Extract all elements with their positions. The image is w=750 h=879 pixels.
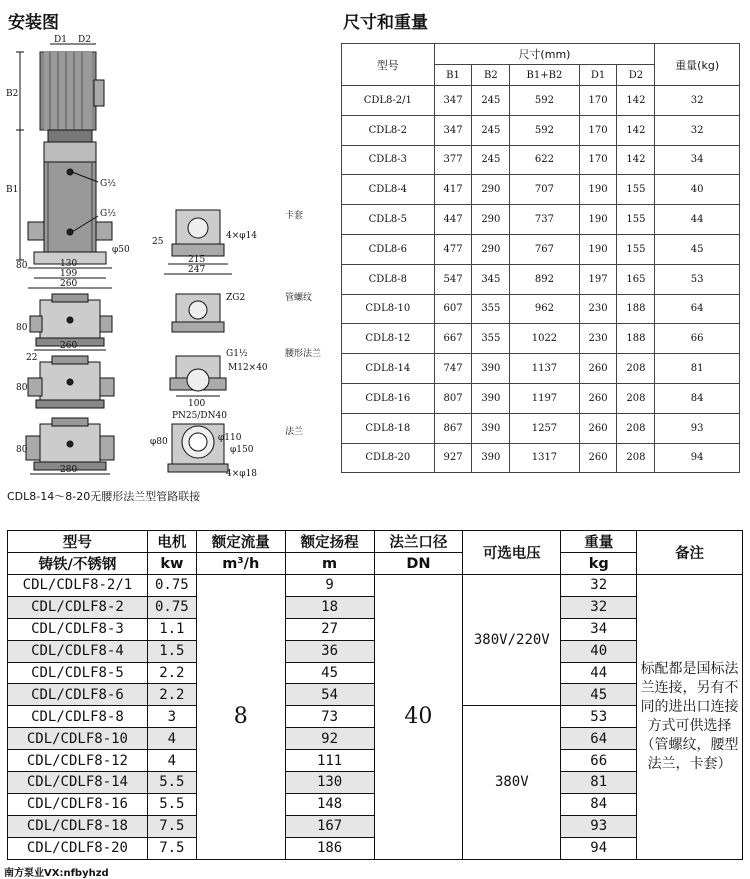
label-4phi18: 4×φ18 xyxy=(226,469,258,479)
dim-header-d2: D2 xyxy=(617,65,655,86)
spec-model-cell: CDL/CDLF8-16 xyxy=(8,793,148,815)
dim-header-d1: D1 xyxy=(579,65,617,86)
spec-header-motor-unit: kw xyxy=(147,553,196,575)
spec-motor-cell: 7.5 xyxy=(147,815,196,837)
spec-header-weight: 重量 xyxy=(561,531,637,553)
dim-table-cell: 355 xyxy=(472,324,510,354)
spec-weight-cell: 94 xyxy=(561,837,637,859)
spec-head-cell: 27 xyxy=(285,618,374,640)
spec-voltage-cell: 380V xyxy=(463,706,561,859)
dim-header-b2: B2 xyxy=(472,65,510,86)
dim-table-cell: 892 xyxy=(510,264,579,294)
spec-header-flange: 法兰口径 xyxy=(374,531,463,553)
dim-table-cell: 208 xyxy=(617,413,655,443)
dim-table-cell: 142 xyxy=(617,115,655,145)
spec-motor-cell: 4 xyxy=(147,728,196,750)
label-dim-25: 25 xyxy=(152,237,164,247)
spec-model-cell: CDL/CDLF8-4 xyxy=(8,640,148,662)
dim-table-row xyxy=(342,383,740,413)
label-dim-100: 100 xyxy=(188,399,206,409)
label-pn: PN25/DN40 xyxy=(172,411,227,421)
installation-drawing xyxy=(0,32,335,482)
spec-weight-cell: 45 xyxy=(561,684,637,706)
dim-table-cell: 607 xyxy=(434,294,472,324)
dimensions-table xyxy=(341,43,740,473)
spec-model-cell: CDL/CDLF8-14 xyxy=(8,772,148,794)
spec-motor-cell: 7.5 xyxy=(147,837,196,859)
dim-table-cell: 260 xyxy=(579,354,617,384)
spec-head-cell: 9 xyxy=(285,575,374,597)
dim-table-row xyxy=(342,115,740,145)
label-g-waist: G1½ xyxy=(226,349,248,359)
dim-table-cell: 230 xyxy=(579,294,617,324)
spec-head-cell: 18 xyxy=(285,596,374,618)
label-g-mid: G½ xyxy=(100,209,116,219)
dim-table-cell: 867 xyxy=(434,413,472,443)
dim-header-b1b2: B1+B2 xyxy=(510,65,579,86)
spec-motor-cell: 0.75 xyxy=(147,596,196,618)
dim-table-cell: 190 xyxy=(579,175,617,205)
spec-note-cell: 标配都是国标法兰连接，另有不同的进出口连接方式可供选择（管螺纹，腰型法兰，卡套） xyxy=(637,575,743,860)
dim-table-cell: 355 xyxy=(472,294,510,324)
dim-table-row xyxy=(342,205,740,235)
dim-table-cell: 737 xyxy=(510,205,579,235)
dim-table-row xyxy=(342,443,740,473)
spec-motor-cell: 3 xyxy=(147,706,196,728)
dim-header-b1: B1 xyxy=(434,65,472,86)
spec-weight-cell: 44 xyxy=(561,662,637,684)
spec-header-flow: 额定流量 xyxy=(196,531,285,553)
dim-table-cell: 93 xyxy=(655,413,740,443)
label-dim-130: 130 xyxy=(60,259,78,269)
dim-table-cell: 547 xyxy=(434,264,472,294)
dim-table-cell: 188 xyxy=(617,294,655,324)
dim-table-cell: 245 xyxy=(472,115,510,145)
dim-table-cell: 592 xyxy=(510,115,579,145)
dim-table-cell: CDL8-2/1 xyxy=(342,86,435,116)
spec-model-cell: CDL/CDLF8-6 xyxy=(8,684,148,706)
dim-table-cell: 260 xyxy=(579,383,617,413)
dim-table-cell: 94 xyxy=(655,443,740,473)
spec-motor-cell: 2.2 xyxy=(147,684,196,706)
dim-table-cell: CDL8-6 xyxy=(342,234,435,264)
label-4phi14: 4×φ14 xyxy=(226,231,258,241)
label-pipe-thread: 管螺纹 xyxy=(285,293,313,303)
dim-table-cell: 447 xyxy=(434,205,472,235)
dim-table-cell: 347 xyxy=(434,115,472,145)
dim-header-weight: 重量(kg) xyxy=(655,44,740,86)
spec-motor-cell: 2.2 xyxy=(147,662,196,684)
label-flange: 法兰 xyxy=(285,427,304,437)
spec-model-cell: CDL/CDLF8-3 xyxy=(8,618,148,640)
dim-table-cell: 1257 xyxy=(510,413,579,443)
dim-header-model: 型号 xyxy=(342,44,435,86)
label-phi110: φ110 xyxy=(218,433,242,443)
label-zg2: ZG2 xyxy=(226,293,246,303)
dim-table-cell: 170 xyxy=(579,86,617,116)
dim-table-cell: CDL8-2 xyxy=(342,115,435,145)
dim-table-cell: 230 xyxy=(579,324,617,354)
dim-table-cell: CDL8-8 xyxy=(342,264,435,294)
spec-motor-cell: 1.1 xyxy=(147,618,196,640)
spec-model-cell: CDL/CDLF8-8 xyxy=(8,706,148,728)
label-dim-80a: 80 xyxy=(16,261,28,271)
spec-weight-cell: 53 xyxy=(561,706,637,728)
dim-table-row xyxy=(342,354,740,384)
dim-table-cell: 170 xyxy=(579,115,617,145)
dim-table-cell: 190 xyxy=(579,234,617,264)
dim-table-cell: 927 xyxy=(434,443,472,473)
spec-model-cell: CDL/CDLF8-12 xyxy=(8,750,148,772)
dim-table-cell: 155 xyxy=(617,175,655,205)
dim-table-cell: CDL8-3 xyxy=(342,145,435,175)
spec-model-cell: CDL/CDLF8-5 xyxy=(8,662,148,684)
dim-table-cell: 260 xyxy=(579,443,617,473)
dim-table-cell: 245 xyxy=(472,145,510,175)
spec-header-weight-unit: kg xyxy=(561,553,637,575)
spec-head-cell: 111 xyxy=(285,750,374,772)
spec-voltage-cell: 380V/220V xyxy=(463,575,561,706)
dim-table-cell: 188 xyxy=(617,324,655,354)
label-d1: D1 xyxy=(54,35,67,45)
spec-model-cell: CDL/CDLF8-10 xyxy=(8,728,148,750)
spec-table xyxy=(7,530,743,860)
spec-head-cell: 92 xyxy=(285,728,374,750)
dim-table-cell: 347 xyxy=(434,86,472,116)
dim-header-size: 尺寸(mm) xyxy=(434,44,655,65)
spec-weight-cell: 64 xyxy=(561,728,637,750)
install-diagram-title: 安装图 xyxy=(8,13,59,33)
spec-head-cell: 148 xyxy=(285,793,374,815)
spec-header-note: 备注 xyxy=(637,531,743,575)
dim-table-cell: 667 xyxy=(434,324,472,354)
dim-table-cell: 747 xyxy=(434,354,472,384)
dim-table-cell: 32 xyxy=(655,115,740,145)
spec-model-cell: CDL/CDLF8-2 xyxy=(8,596,148,618)
dim-table-cell: 260 xyxy=(579,413,617,443)
dim-table-cell: 390 xyxy=(472,383,510,413)
dim-table-cell: 197 xyxy=(579,264,617,294)
dim-table-row xyxy=(342,145,740,175)
dim-table-cell: 208 xyxy=(617,443,655,473)
label-dim-260b: 260 xyxy=(60,341,78,351)
dim-table-cell: 290 xyxy=(472,205,510,235)
spec-head-cell: 73 xyxy=(285,706,374,728)
dim-table-cell: 1022 xyxy=(510,324,579,354)
spec-motor-cell: 5.5 xyxy=(147,772,196,794)
spec-head-cell: 186 xyxy=(285,837,374,859)
spec-head-cell: 45 xyxy=(285,662,374,684)
label-d2: D2 xyxy=(78,35,91,45)
dim-table-cell: 390 xyxy=(472,443,510,473)
spec-header-motor: 电机 xyxy=(147,531,196,553)
dim-table-cell: 417 xyxy=(434,175,472,205)
label-dim-215: 215 xyxy=(188,255,206,265)
spec-header-voltage: 可选电压 xyxy=(463,531,561,575)
dim-table-cell: 44 xyxy=(655,205,740,235)
dim-table-row xyxy=(342,413,740,443)
spec-weight-cell: 66 xyxy=(561,750,637,772)
spec-motor-cell: 1.5 xyxy=(147,640,196,662)
footer-watermark: 南方泵业VX:nfbyhzd xyxy=(4,868,109,879)
label-dim-260a: 260 xyxy=(60,279,78,289)
dim-table-row xyxy=(342,86,740,116)
spec-weight-cell: 81 xyxy=(561,772,637,794)
dim-table-cell: 155 xyxy=(617,205,655,235)
spec-weight-cell: 32 xyxy=(561,575,637,597)
dim-table-cell: 170 xyxy=(579,145,617,175)
dim-table-cell: 390 xyxy=(472,354,510,384)
dim-table-cell: 81 xyxy=(655,354,740,384)
dim-table-cell: 592 xyxy=(510,86,579,116)
spec-motor-cell: 5.5 xyxy=(147,793,196,815)
label-dim-247: 247 xyxy=(188,265,206,275)
dim-table-cell: 807 xyxy=(434,383,472,413)
dim-table-cell: CDL8-16 xyxy=(342,383,435,413)
spec-header-head: 额定扬程 xyxy=(285,531,374,553)
dim-table-cell: 45 xyxy=(655,234,740,264)
spec-flow-cell: 8 xyxy=(196,575,285,860)
label-dim-80b: 80 xyxy=(16,323,28,333)
dim-table-cell: 345 xyxy=(472,264,510,294)
dim-table-row xyxy=(342,234,740,264)
dim-table-row xyxy=(342,175,740,205)
dim-table-cell: 290 xyxy=(472,234,510,264)
label-phi80: φ80 xyxy=(150,437,168,447)
dim-table-cell: CDL8-12 xyxy=(342,324,435,354)
dim-table-row xyxy=(342,294,740,324)
dim-table-cell: 707 xyxy=(510,175,579,205)
spec-weight-cell: 40 xyxy=(561,640,637,662)
spec-header-model: 型号 xyxy=(8,531,148,553)
dim-table-cell: CDL8-20 xyxy=(342,443,435,473)
dim-table-cell: 1197 xyxy=(510,383,579,413)
dim-table-cell: 190 xyxy=(579,205,617,235)
dim-table-cell: 245 xyxy=(472,86,510,116)
label-dim-80c: 80 xyxy=(16,383,28,393)
dim-table-cell: 34 xyxy=(655,145,740,175)
spec-head-cell: 36 xyxy=(285,640,374,662)
dim-table-cell: 208 xyxy=(617,354,655,384)
dim-table-cell: 32 xyxy=(655,86,740,116)
label-waist-flange: 腰形法兰 xyxy=(285,349,322,359)
spec-flange-cell: 40 xyxy=(374,575,463,860)
label-b2: B2 xyxy=(6,89,19,99)
spec-header-model-sub: 铸铁/不锈钢 xyxy=(8,553,148,575)
dim-table-cell: 155 xyxy=(617,234,655,264)
dim-table-cell: 1137 xyxy=(510,354,579,384)
dim-table-cell: CDL8-5 xyxy=(342,205,435,235)
label-dim-80d: 80 xyxy=(16,445,28,455)
spec-header-head-unit: m xyxy=(285,553,374,575)
dim-table-cell: CDL8-10 xyxy=(342,294,435,324)
label-g-top: G½ xyxy=(100,179,116,189)
spec-head-cell: 54 xyxy=(285,684,374,706)
dim-table-cell: 66 xyxy=(655,324,740,354)
spec-table-row xyxy=(8,575,743,597)
spec-model-cell: CDL/CDLF8-18 xyxy=(8,815,148,837)
dim-table-cell: 767 xyxy=(510,234,579,264)
dimensions-weight-title: 尺寸和重量 xyxy=(343,13,428,33)
dim-table-cell: 622 xyxy=(510,145,579,175)
dim-table-cell: CDL8-18 xyxy=(342,413,435,443)
dim-table-row xyxy=(342,264,740,294)
dim-table-cell: 53 xyxy=(655,264,740,294)
dim-table-cell: 962 xyxy=(510,294,579,324)
dim-table-row xyxy=(342,324,740,354)
dim-table-cell: 1317 xyxy=(510,443,579,473)
label-phi150: φ150 xyxy=(230,445,254,455)
label-b1: B1 xyxy=(6,185,19,195)
drawing-caption: CDL8-14～8-20无腰形法兰型管路联接 xyxy=(7,490,201,503)
dim-table-cell: 290 xyxy=(472,175,510,205)
dim-table-cell: 142 xyxy=(617,145,655,175)
label-kataoka: 卡套 xyxy=(285,211,304,221)
dim-table-cell: CDL8-14 xyxy=(342,354,435,384)
spec-motor-cell: 0.75 xyxy=(147,575,196,597)
dim-table-cell: 64 xyxy=(655,294,740,324)
spec-header-flange-unit: DN xyxy=(374,553,463,575)
label-dim-199: 199 xyxy=(60,269,78,279)
spec-head-cell: 167 xyxy=(285,815,374,837)
spec-weight-cell: 34 xyxy=(561,618,637,640)
spec-model-cell: CDL/CDLF8-20 xyxy=(8,837,148,859)
dim-table-cell: CDL8-4 xyxy=(342,175,435,205)
label-dim-phi50: φ50 xyxy=(112,245,130,255)
spec-head-cell: 130 xyxy=(285,772,374,794)
label-m12: M12×40 xyxy=(228,363,268,373)
dim-table-cell: 477 xyxy=(434,234,472,264)
spec-header-flow-unit: m³/h xyxy=(196,553,285,575)
dim-table-cell: 40 xyxy=(655,175,740,205)
dim-table-cell: 208 xyxy=(617,383,655,413)
spec-model-cell: CDL/CDLF8-2/1 xyxy=(8,575,148,597)
spec-weight-cell: 93 xyxy=(561,815,637,837)
dim-table-cell: 84 xyxy=(655,383,740,413)
dim-table-cell: 142 xyxy=(617,86,655,116)
spec-weight-cell: 32 xyxy=(561,596,637,618)
spec-motor-cell: 4 xyxy=(147,750,196,772)
label-dim-22: 22 xyxy=(26,353,38,363)
dim-table-cell: 390 xyxy=(472,413,510,443)
dim-table-cell: 165 xyxy=(617,264,655,294)
dim-table-cell: 377 xyxy=(434,145,472,175)
label-dim-280: 280 xyxy=(60,465,78,475)
spec-weight-cell: 84 xyxy=(561,793,637,815)
